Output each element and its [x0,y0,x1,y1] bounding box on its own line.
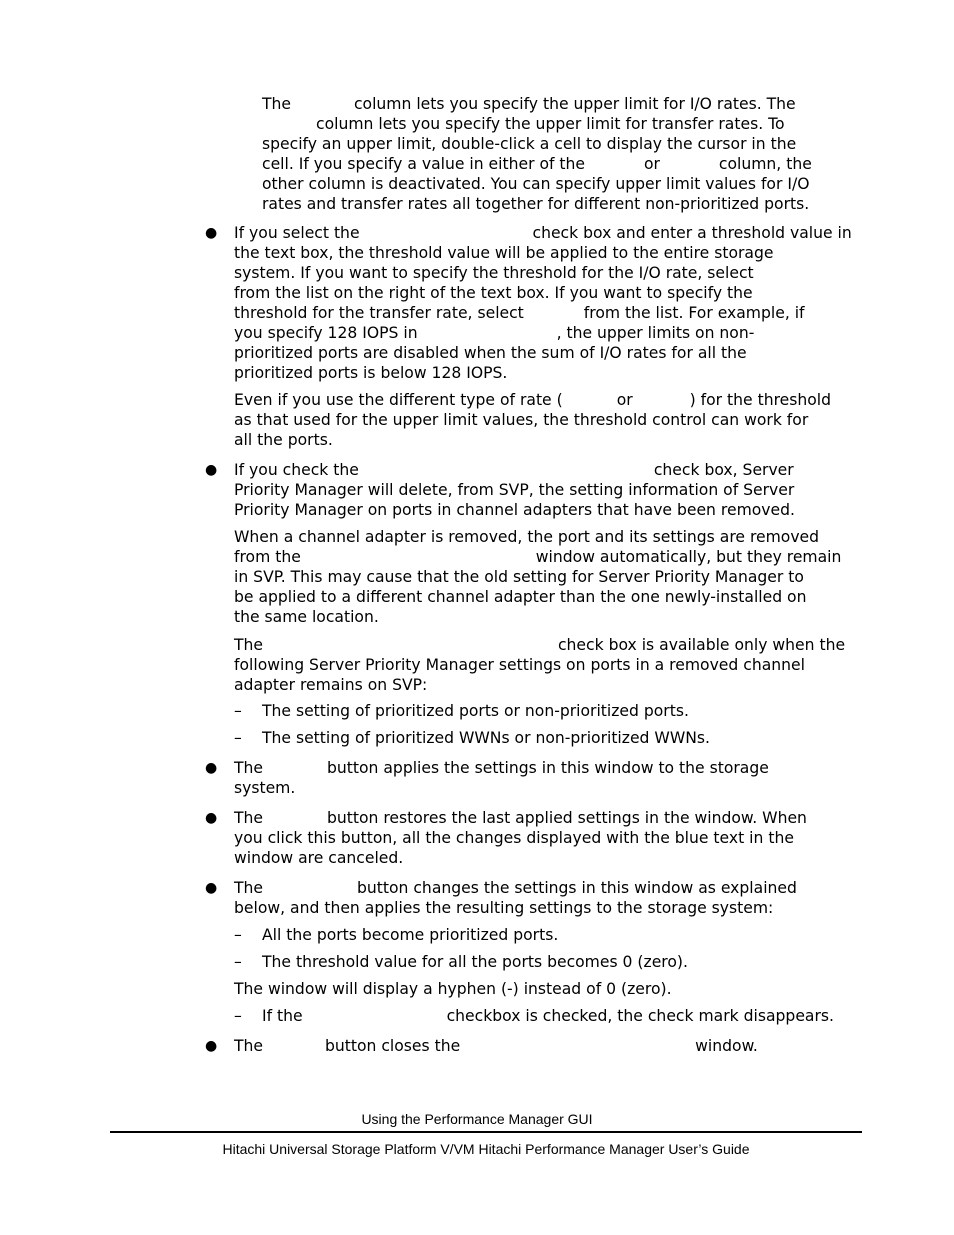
text-line: threshold for the transfer rate, select from the list. For example, if [234,304,805,322]
bullet-icon: ● [205,462,218,478]
dash-icon: – [234,702,242,720]
dash-item: The threshold value for all the ports becomes 0 (zero). [262,953,688,971]
close-paragraph: The button closes the window. [234,1037,758,1055]
text-line: rates and transfer rates all together for different non-prioritized ports. [262,195,810,213]
text-line: specify an upper limit, double-click a cell to display the cursor in the [262,135,797,153]
text-line: The button applies the settings in this window to the storage [234,759,769,777]
text-line: adapter remains on SVP: [234,676,428,694]
dash-item: If the checkbox is checked, the check mark disappears. [262,1007,834,1025]
text-line: the text box, the threshold value will be applied to the entire storage [234,244,774,262]
reset-paragraph [234,808,807,868]
delete-check-paragraph [234,460,795,520]
text-line: you click this button, all the changes displayed with the blue text in the [234,829,794,847]
text-line: Priority Manager on ports in channel adapters that have been removed. [234,501,795,519]
text-line: When a channel adapter is removed, the port and its settings are removed [234,528,820,546]
text-line: from the list on the right of the text box. If you want to specify the [234,284,753,302]
dash-item: The setting of prioritized ports or non-prioritized ports. [262,702,689,720]
text-line: system. [234,779,296,797]
text-line: following Server Priority Manager settings on ports in a removed channel [234,656,805,674]
text-line: the same location. [234,608,379,626]
text-line: you specify 128 IOPS in , the upper limits on non- [234,324,755,342]
text-line: column lets you specify the upper limit for transfer rates. To [316,115,785,133]
threshold-note [234,390,831,450]
dash-item: The setting of prioritized WWNs or non-prioritized WWNs. [262,729,710,747]
bullet-icon: ● [205,880,218,896]
bullet-icon: ● [205,810,218,826]
text-line: cell. If you specify a value in either of the or column, the [262,155,812,173]
footer-section-title: Using the Performance Manager GUI [361,1111,593,1127]
footer-divider [110,1131,862,1133]
dash-item: All the ports become prioritized ports. [262,926,559,944]
text-line: Even if you use the different type of rate ( or ) for the threshold [234,391,832,409]
text-line: The check box is available only when the [234,636,846,654]
bullet-icon: ● [205,760,218,776]
delete-note-1 [234,527,841,627]
text-line: The button changes the settings in this window as explained [234,879,797,897]
initialize-paragraph [234,878,797,918]
text-line: The column lets you specify the upper limit for I/O rates. The [262,95,796,113]
text-line: prioritized ports are disabled when the sum of I/O rates for all the [234,344,747,362]
delete-note-2 [234,635,845,695]
text-line: window are canceled. [234,849,404,867]
bullet-icon: ● [205,1038,218,1054]
text-line: prioritized ports is below 128 IOPS. [234,364,508,382]
apply-paragraph [234,758,769,798]
threshold-paragraph [234,223,852,383]
text-line: in SVP. This may cause that the old setting for Server Priority Manager to [234,568,804,586]
dash-icon: – [234,729,242,747]
bullet-icon: ● [205,225,218,241]
text-line: below, and then applies the resulting settings to the storage system: [234,899,774,917]
text-line: If you check the check box, Server [234,461,794,479]
intro-paragraph [262,94,812,214]
hyphen-note: The window will display a hyphen (-) instead of 0 (zero). [234,980,672,998]
dash-icon: – [234,953,242,971]
text-line: The button restores the last applied settings in the window. When [234,809,807,827]
dash-icon: – [234,1007,242,1025]
text-line: If you select the check box and enter a threshold value in [234,224,852,242]
text-line: from the window automatically, but they remain [234,548,842,566]
text-line: as that used for the upper limit values, the threshold control can work for [234,411,809,429]
text-line: be applied to a different channel adapter than the one newly-installed on [234,588,807,606]
text-line: Priority Manager will delete, from SVP, the setting information of Server [234,481,795,499]
text-line: all the ports. [234,431,333,449]
dash-icon: – [234,926,242,944]
text-line: system. If you want to specify the threshold for the I/O rate, select [234,264,754,282]
footer-guide-title: Hitachi Universal Storage Platform V/VM Hitachi Performance Manager User’s Guide [222,1141,750,1157]
text-line: other column is deactivated. You can specify upper limit values for I/O [262,175,810,193]
